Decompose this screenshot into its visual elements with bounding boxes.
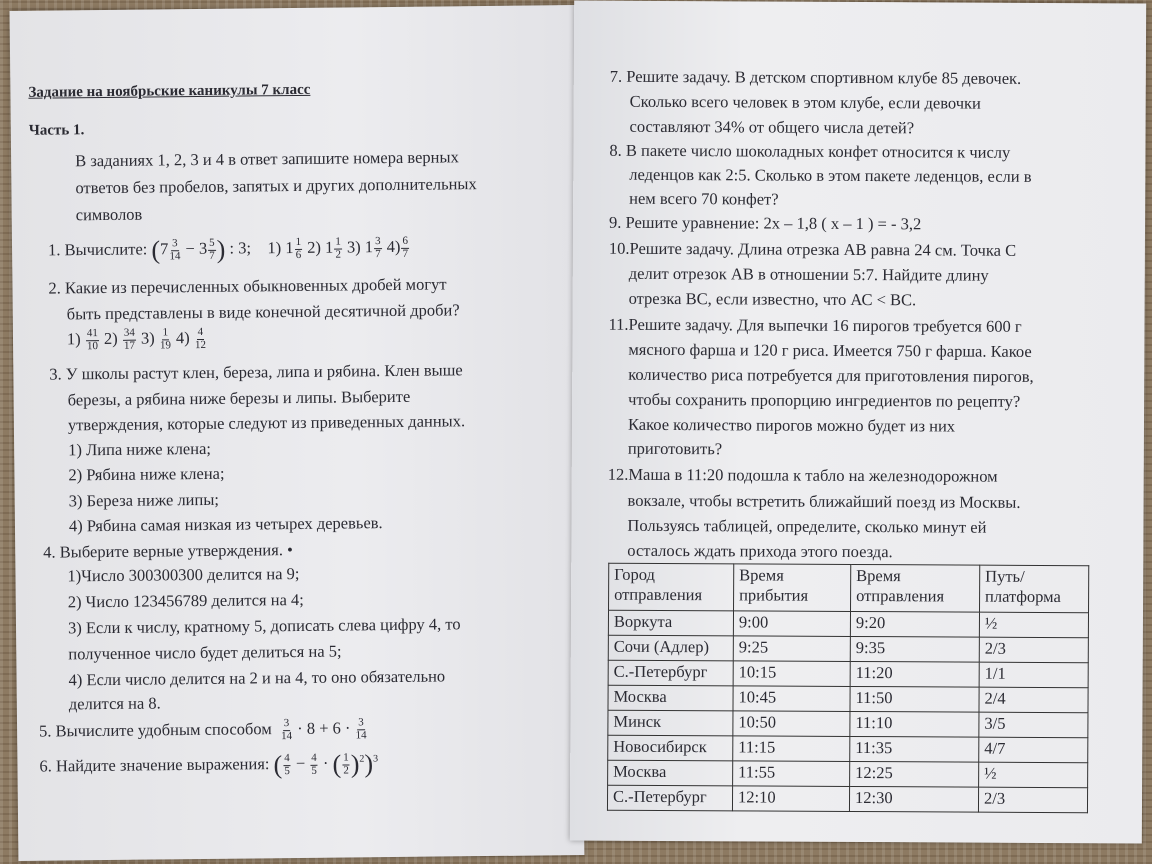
instruction-line: ответов без пробелов, запятых и других дополнительных bbox=[75, 174, 477, 198]
option: 2) 1 $\frac{1}{2}$ bbox=[307, 235, 342, 261]
question-7-line: 7. Решите задачу. В детском спортивном клубе 85 девочек. bbox=[609, 66, 1022, 88]
option: 1) $\frac{41}{10}$ bbox=[66, 327, 99, 352]
question-4-option: 2) Число 123456789 делится на 4; bbox=[67, 589, 304, 612]
table-header-row bbox=[609, 563, 1089, 613]
question-4-option: 3) Если к числу, кратному 5, дописать слева цифру 4, то bbox=[67, 614, 461, 638]
table-row: Москва 11:55 12:25 ½ bbox=[608, 760, 1088, 788]
option: 1) 1 $\frac{1}{6}$ bbox=[267, 235, 302, 261]
fraction: $\frac{3}{14}$ bbox=[281, 717, 293, 742]
question-2-options bbox=[67, 327, 207, 353]
question-12-line: Пользуясь таблицей, определите, сколько минут ей bbox=[627, 515, 987, 537]
question-1-label: 1. Вычислите: bbox=[47, 239, 148, 260]
question-11-line: мясного фарша и 120 г риса. Имеется 750 г фарша. Какое bbox=[628, 339, 1032, 361]
page-title: Задание на ноябрьские каникулы 7 класс bbox=[28, 81, 311, 101]
question-3-line: 3. У школы растут клен, береза, липа и рябина. Клен выше bbox=[49, 360, 463, 384]
question-9: 9. Решите уравнение: 2x – 1,8 ( x – 1 ) = - 3,2 bbox=[608, 212, 922, 234]
column-header: Путь/ платформа bbox=[980, 565, 1089, 613]
question-3-line: березы, а рябина ниже березы и липы. Выберите bbox=[67, 386, 411, 410]
question-11-line: 11.Решите задачу. Для выпечки 16 пирогов требуется 600 г bbox=[608, 314, 1022, 336]
question-12-line: 12.Маша в 11:20 подошла к табло на железнодорожном bbox=[607, 464, 998, 486]
question-8-line: нем всего 70 конфет? bbox=[629, 188, 779, 209]
question-12-line: вокзале, чтобы встретить ближайший поезд из Москвы. bbox=[627, 490, 1021, 512]
question-3-option: 2) Рябина ниже клена; bbox=[68, 463, 225, 485]
question-4-line: 4. Выберите верные утверждения. • bbox=[43, 540, 293, 562]
question-4-option: полученное число будет делиться на 5; bbox=[68, 641, 342, 664]
question-6: 6. Найдите значение выражения: ( $\frac{4}{5}$ − $\frac{4}{5}$ · ( $\frac{1}{2}$ )$^2$)$^3$ bbox=[39, 749, 379, 780]
fraction: $\frac{1}{2}$ bbox=[343, 751, 349, 777]
question-1: 1. Вычислите: (7 $\frac{3}{14}$ − 3 $\frac{5}{7}$ ) : 3; 1) 1 $\frac{1}{6}$ 2) 1 $\frac{1}{2}$ 3) 1 $\frac{3}{7}$ 4) $\frac{6}{7}$ bbox=[47, 234, 409, 265]
question-10-line: 10.Решите задачу. Длина отрезка AB равна 24 см. Точка С bbox=[608, 238, 1017, 260]
column-header: Время прибытия bbox=[734, 564, 851, 612]
question-3-option: 1) Липа ниже клена; bbox=[68, 438, 212, 460]
left-page bbox=[10, 5, 585, 861]
column-header: Город отправления bbox=[609, 563, 734, 611]
question-8-line: леденцов как 2:5. Сколько в этом пакете леденцов, если в bbox=[629, 164, 1032, 186]
question-2-line: 2. Какие из перечисленных обыкновенных дробей могут bbox=[48, 274, 447, 298]
fraction: $\frac{4}{5}$ bbox=[311, 751, 317, 777]
question-5: 5. Вычислите удобным способом $\frac{3}{14}$ · 8 + 6 · $\frac{3}{14}$ bbox=[39, 716, 367, 742]
question-4-option: 1)Число 300300300 делится на 9; bbox=[67, 563, 300, 586]
table-row: Сочи (Адлер) 9:25 9:35 2/3 bbox=[608, 635, 1088, 663]
fraction: $\frac{3}{14}$ bbox=[169, 237, 181, 262]
question-3-option: 3) Береза ниже липы; bbox=[68, 489, 220, 511]
question-7-line: Сколько всего человек в этом клубе, если девочки bbox=[629, 91, 981, 113]
table-row: Минск 10:50 11:10 3/5 bbox=[608, 710, 1088, 738]
instruction-line: В заданиях 1, 2, 3 и 4 в ответ запишите номера верных bbox=[75, 147, 459, 171]
question-8-line: 8. В пакете число шоколадных конфет относится к числу bbox=[609, 140, 1011, 162]
right-page bbox=[570, 1, 1146, 844]
table-row: С.-Петербург 12:10 12:30 2/3 bbox=[607, 785, 1087, 813]
fraction: $\frac{3}{14}$ bbox=[355, 716, 367, 741]
question-11-line: чтобы сохранить пропорцию ингредиентов по рецепту? bbox=[628, 389, 1021, 411]
instruction-line: символов bbox=[75, 204, 143, 225]
question-7-line: составляют 34% от общего числа детей? bbox=[629, 116, 915, 138]
option: 4) $\frac{4}{12}$ bbox=[175, 325, 207, 351]
column-header: Время отправления bbox=[851, 564, 980, 612]
table-row: Москва 10:45 11:50 2/4 bbox=[608, 685, 1088, 713]
question-11-line: приготовить? bbox=[627, 438, 723, 459]
option: 3) $\frac{1}{19}$ bbox=[140, 326, 172, 351]
part-heading: Часть 1. bbox=[28, 122, 85, 139]
question-2-line: быть представлены в виде конечной десятичной дроби? bbox=[66, 300, 460, 324]
option: 3) 1 $\frac{3}{7}$ bbox=[346, 235, 381, 260]
question-4-option: делится на 8. bbox=[68, 693, 161, 714]
question-10-line: делит отрезок AB в отношении 5:7. Найдите длину bbox=[628, 263, 989, 285]
table-row: С.-Петербург 10:15 11:20 1/1 bbox=[608, 660, 1088, 688]
question-11-line: количество риса потребуется для приготовления пирогов, bbox=[628, 364, 1034, 386]
question-3-line: утверждения, которые следуют из приведенных данных. bbox=[67, 411, 466, 435]
train-schedule-table bbox=[607, 563, 1089, 814]
question-12-line: осталось ждать прихода этого поезда. bbox=[627, 540, 893, 562]
option: 4) $\frac{6}{7}$ bbox=[386, 234, 409, 260]
question-10-line: отрезка ВС, если известно, что АС < ВС. bbox=[628, 288, 917, 310]
fraction: $\frac{5}{7}$ bbox=[209, 236, 215, 262]
table-row: Новосибирск 11:15 11:35 4/7 bbox=[608, 735, 1088, 763]
table-row: Воркута 9:00 9:20 ½ bbox=[608, 610, 1088, 638]
fraction: $\frac{4}{5}$ bbox=[284, 752, 290, 777]
option: 2) $\frac{34}{17}$ bbox=[103, 326, 136, 352]
question-4-option: 4) Если число делится на 2 и на 4, то оно обязательно bbox=[68, 666, 446, 690]
question-11-line: Какое количество пирогов можно будет из них bbox=[627, 414, 956, 436]
question-3-option: 4) Рябина самая низкая из четырех деревьев. bbox=[68, 513, 383, 536]
